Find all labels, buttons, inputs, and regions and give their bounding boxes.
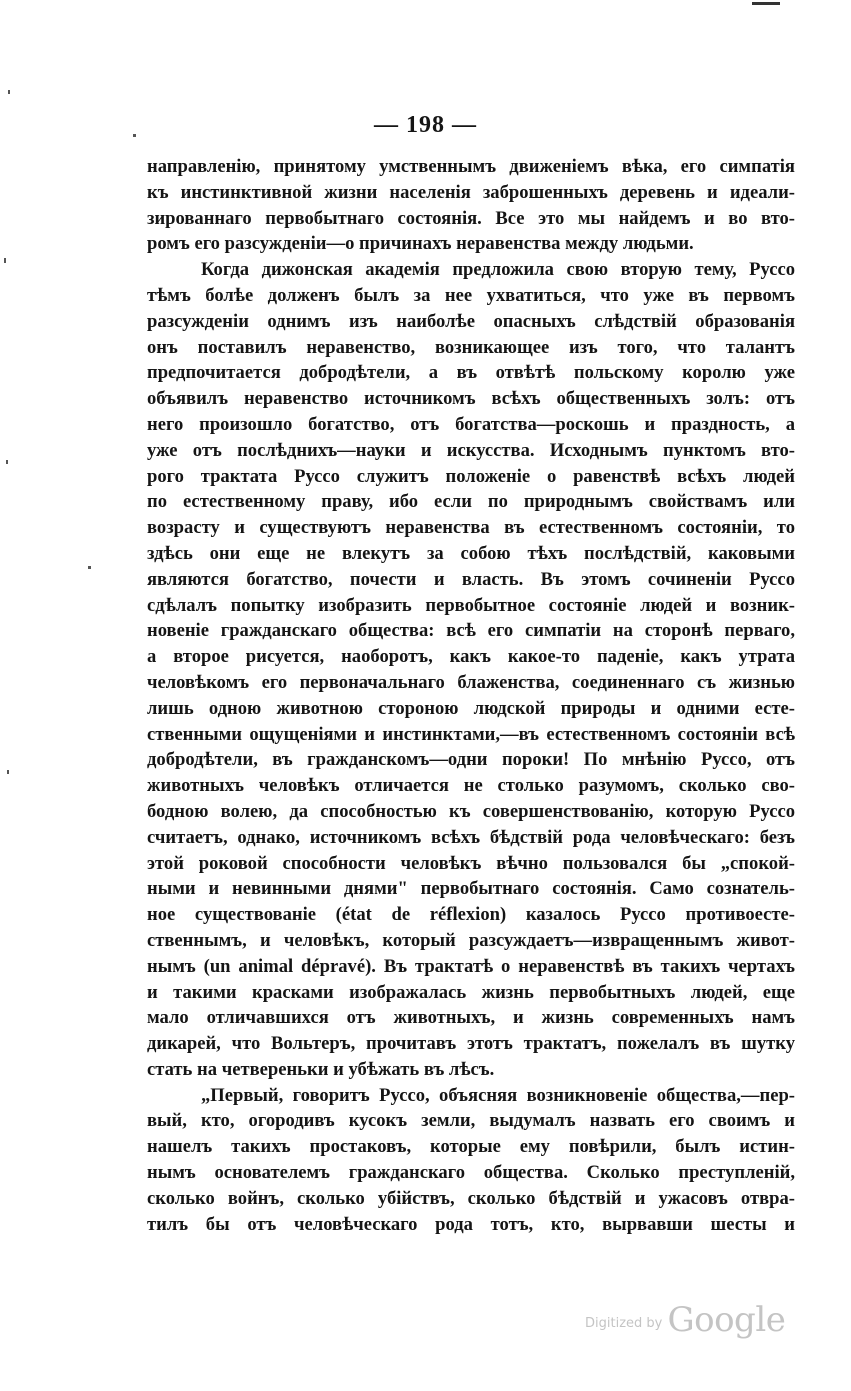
text-line: стать на четвереньки и убѣжать въ лѣсъ. <box>147 1058 495 1080</box>
text-line: онъ поставилъ неравенство, возникающее изъ того, что талантъ <box>147 336 795 358</box>
text-line: ными и невинными днями" первобытнаго состоянія. Само сознатель- <box>147 878 795 900</box>
text-line: возрасту и существуютъ неравенства въ естественномъ состояніи, то <box>147 517 795 539</box>
text-line: дикарей, что Вольтеръ, прочитавъ этотъ трактатъ, пожелалъ въ шутку <box>147 1033 795 1055</box>
text-line: него произошло богатство, отъ богатства—роскошь и праздность, а <box>147 413 795 435</box>
scan-speck <box>752 2 780 5</box>
scan-speck <box>6 460 8 464</box>
text-line: нашелъ такихъ простаковъ, которые ему повѣрили, былъ истин- <box>147 1136 795 1158</box>
text-line: этой роковой способности человѣкъ вѣчно пользовался бы „спокой- <box>147 852 795 874</box>
text-line: считаетъ, однако, источникомъ всѣхъ бѣдствій рода человѣческаго: безъ <box>147 826 795 848</box>
text-line: здѣсь они еще не влекутъ за собою тѣхъ послѣдствій, каковыми <box>147 542 795 564</box>
text-line: Когда дижонская академія предложила свою вторую тему, Руссо <box>201 259 795 281</box>
scan-speck <box>7 770 9 774</box>
text-line: а второе рисуется, наоборотъ, какъ какое-то паденіе, какъ утрата <box>147 646 795 668</box>
text-line: предпочитается добродѣтели, а въ отвѣтѣ польскому королю уже <box>147 362 795 384</box>
text-line: добродѣтели, въ гражданскомъ—одни пороки! По мнѣнію Руссо, отъ <box>147 749 795 771</box>
text-line: новеніе гражданскаго общества: всѣ его симпатіи на сторонѣ перваго, <box>147 620 795 642</box>
text-line: объявилъ неравенство источникомъ всѣхъ общественныхъ золъ: отъ <box>147 388 795 410</box>
text-line: животныхъ человѣкъ отличается не столько разумомъ, сколько сво- <box>147 775 795 797</box>
text-line: сдѣлалъ попытку изобразить первобытное состояніе людей и возник- <box>147 594 795 616</box>
text-line: сколько войнъ, сколько убійствъ, сколько бѣдствій и ужасовъ отвра- <box>147 1187 795 1209</box>
text-line: зированнаго первобытнаго состоянія. Все это мы найдемъ и во вто- <box>147 207 795 229</box>
page-number: — 198 — <box>374 112 477 138</box>
text-line: ное существованіе (état de réflexion) казалось Руссо противоесте- <box>147 904 795 926</box>
text-line: ственнымъ, и человѣкъ, который разсуждаетъ—извращеннымъ живот- <box>147 929 795 951</box>
text-line: человѣкомъ его первоначальнаго блаженства, соединеннаго съ жизнью <box>147 671 795 693</box>
google-logo: Google <box>667 1300 786 1340</box>
text-line: нымъ основателемъ гражданскаго общества. Сколько преступленій, <box>147 1162 795 1184</box>
text-line: и такими красками изображалась жизнь первобытныхъ людей, еще <box>147 981 795 1003</box>
text-line: ромъ его разсужденіи—о причинахъ неравенства между людьми. <box>147 233 694 255</box>
text-line: уже отъ послѣднихъ—науки и искусства. Исходнымъ пунктомъ вто- <box>147 439 795 461</box>
scan-speck <box>4 258 6 263</box>
text-line: къ инстинктивной жизни населенія заброшенныхъ деревень и идеали- <box>147 181 795 203</box>
text-line: направленію, принятому умственнымъ движеніемъ вѣка, его симпатія <box>147 156 795 177</box>
scan-speck <box>8 90 10 94</box>
text-line: нымъ (un animal dépravé). Въ трактатѣ о неравенствѣ въ такихъ чертахъ <box>147 955 795 977</box>
watermark-prefix: Digitized by <box>585 1316 663 1331</box>
text-line: рого трактата Руссо служитъ положеніе о равенствѣ всѣхъ людей <box>147 465 795 487</box>
text-line: ственными ощущеніями и инстинктами,—въ естественномъ состояніи всѣ <box>147 723 795 745</box>
text-line: бодною волею, да способностью къ совершенствованію, которую Руссо <box>147 800 795 822</box>
digitized-watermark <box>585 1300 785 1340</box>
text-line: „Первый, говоритъ Руссо, объясняя возникновеніе общества,—пер- <box>201 1084 795 1106</box>
body-text <box>147 154 795 1237</box>
text-line: лишь одною животною стороною людской природы и одними есте- <box>147 697 795 719</box>
text-line: вый, кто, огородивъ кусокъ земли, выдумалъ назвать его своимъ и <box>147 1110 795 1132</box>
scan-speck <box>133 134 136 137</box>
text-line: тѣмъ болѣе долженъ былъ за нее ухватиться, что уже въ первомъ <box>147 284 795 306</box>
text-line: мало отличавшихся отъ животныхъ, и жизнь современныхъ намъ <box>147 1007 795 1029</box>
text-line: тилъ бы отъ человѣческаго рода тотъ, кто, вырвавши шесты и <box>147 1213 795 1235</box>
text-line: являются богатство, почести и власть. Въ этомъ сочиненіи Руссо <box>147 568 795 590</box>
scan-speck <box>88 566 91 569</box>
text-line: по естественному праву, ибо если по природнымъ свойствамъ или <box>147 491 795 513</box>
text-line: разсужденіи однимъ изъ наиболѣе опасныхъ слѣдствій образованія <box>147 310 795 332</box>
